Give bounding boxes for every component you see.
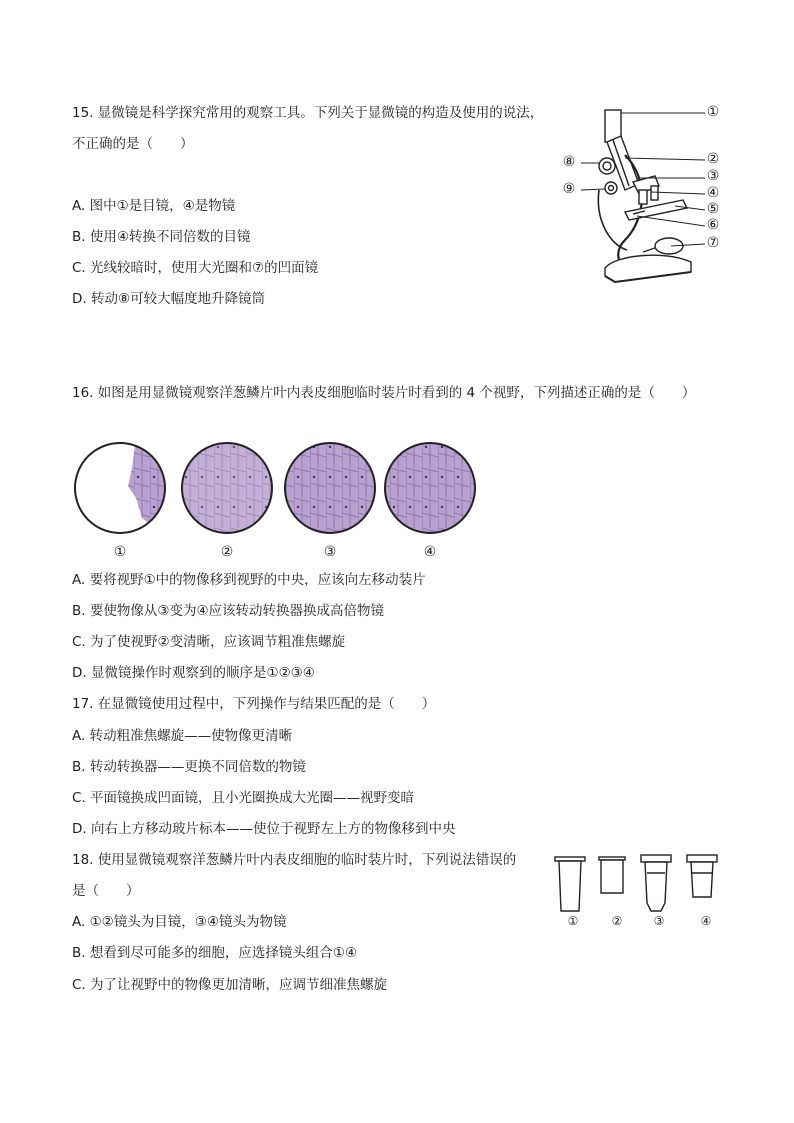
- q15-option-c: C. 光线较暗时，使用大光圈和⑦的凹面镜: [72, 260, 319, 276]
- micro-label-7: ⑦: [706, 235, 720, 251]
- lens-3: [641, 855, 671, 862]
- q17-stem: 17. 在显微镜使用过程中，下列操作与结果匹配的是（ ）: [72, 696, 436, 712]
- q16-views-figure: [70, 438, 480, 538]
- lens-label-3: ③: [653, 914, 665, 928]
- q16-option-b: B. 要使物像从③变为④应该转动转换器换成高倍物镜: [72, 603, 385, 619]
- micro-label-4: ④: [706, 185, 720, 201]
- q17-option-a: A. 转动粗准焦螺旋——使物像更清晰: [72, 728, 293, 744]
- micro-label-5: ⑤: [706, 201, 720, 217]
- q18-option-b: B. 想看到尽可能多的细胞，应选择镜头组合①④: [72, 945, 358, 961]
- micro-label-6: ⑥: [706, 217, 720, 233]
- view-label-1: ①: [113, 544, 127, 560]
- q18-option-c: C. 为了让视野中的物像更加清晰，应调节细准焦螺旋: [72, 977, 388, 993]
- view-label-3: ③: [323, 544, 337, 560]
- q16-option-d: D. 显微镜操作时观察到的顺序是①②③④: [72, 665, 315, 681]
- q15-stem-line2: 不正确的是（ ）: [72, 136, 194, 152]
- lens-label-1: ①: [567, 914, 579, 928]
- lens-figure: [553, 853, 728, 923]
- lens-label-4: ④: [700, 914, 712, 928]
- q16-option-c: C. 为了使视野②变清晰，应该调节粗准焦螺旋: [72, 634, 346, 650]
- q17-option-b: B. 转动转换器——更换不同倍数的物镜: [72, 759, 306, 775]
- q17-option-d: D. 向右上方移动玻片标本——使位于视野左上方的物像移到中央: [72, 821, 456, 837]
- q15-option-b: B. 使用④转换不同倍数的目镜: [72, 229, 251, 245]
- view-2-cells: [180, 441, 275, 536]
- micro-label-8: ⑧: [562, 154, 576, 170]
- q16-option-a: A. 要将视野①中的物像移到视野的中央，应该向左移动装片: [72, 572, 426, 588]
- micro-label-1: ①: [706, 104, 720, 120]
- view-4-cells: [383, 441, 478, 536]
- lens-4: [687, 855, 717, 862]
- q15-stem-line1: 15. 显微镜是科学探究常用的观察工具。下列关于显微镜的构造及使用的说法，: [72, 105, 544, 121]
- view-3-cells: [283, 441, 378, 536]
- view-label-4: ④: [423, 544, 437, 560]
- q17-option-c: C. 平面镜换成凹面镜，且小光圈换成大光圈——视野变暗: [72, 790, 415, 806]
- micro-label-2: ②: [706, 151, 720, 167]
- q15-option-a: A. 图中①是目镜，④是物镜: [72, 198, 236, 214]
- micro-label-9: ⑨: [562, 181, 576, 197]
- q15-option-d: D. 转动⑧可较大幅度地升降镜筒: [72, 291, 266, 307]
- view-label-2: ②: [220, 544, 234, 560]
- q18-stem-line1: 18. 使用显微镜观察洋葱鳞片叶内表皮细胞的临时装片时，下列说法错误的: [72, 852, 517, 868]
- q18-stem-line2: 是（ ）: [72, 883, 140, 899]
- lens-label-2: ②: [611, 914, 623, 928]
- micro-label-3: ③: [706, 168, 720, 184]
- q16-stem: 16. 如图是用显微镜观察洋葱鳞片叶内表皮细胞临时装片时看到的 4 个视野，下列描述正确的是（ ）: [72, 385, 696, 401]
- q18-option-a: A. ①②镜头为目镜，③④镜头为物镜: [72, 914, 287, 930]
